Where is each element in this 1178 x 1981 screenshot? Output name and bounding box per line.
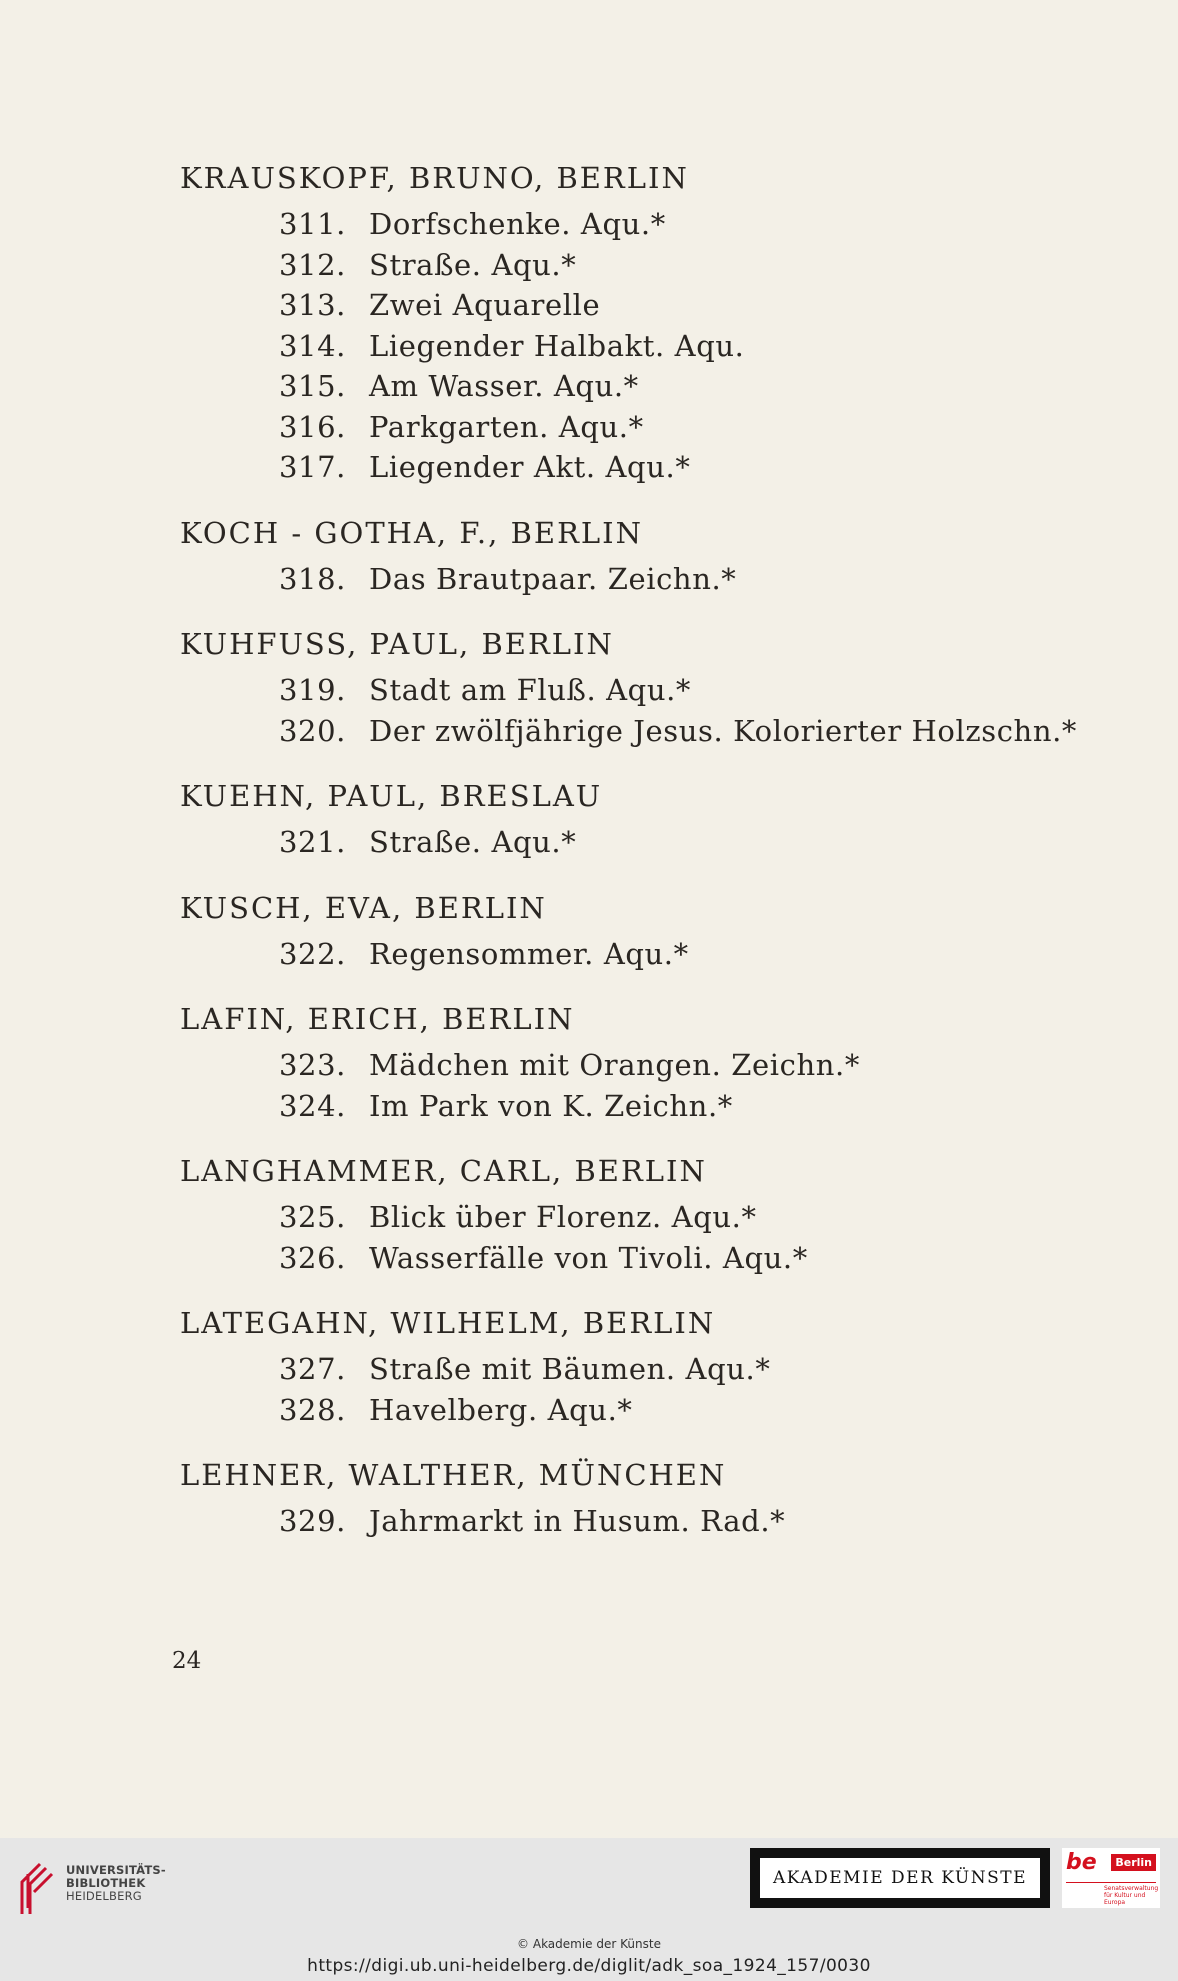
artwork-list — [279, 934, 1120, 975]
artist-heading: KOCH - GOTHA, F., BERLIN — [180, 515, 643, 550]
akademie-der-kuenste-logo[interactable] — [750, 1848, 1050, 1908]
copyright-notice: © Akademie der Künste — [517, 1937, 661, 1951]
entry-title: Straße. Aqu.* — [369, 825, 577, 859]
page-number: 24 — [172, 1648, 202, 1674]
artwork-list — [279, 822, 1120, 863]
ub-logo-line-3: HEIDELBERG — [66, 1889, 142, 1903]
artwork-list — [279, 670, 1120, 751]
berlin-senat-logo[interactable] — [1062, 1848, 1160, 1908]
entry-number: 318. — [279, 561, 346, 596]
entry-title: Mädchen mit Orangen. Zeichn.* — [369, 1048, 860, 1082]
entry-title: Das Brautpaar. Zeichn.* — [369, 561, 737, 596]
entry-number: 328. — [279, 1392, 346, 1427]
artwork-entry — [279, 204, 1120, 245]
entry-number: 311. — [279, 207, 346, 241]
entry-title: Straße. Aqu.* — [369, 247, 577, 282]
artwork-entry — [279, 711, 1120, 752]
entry-number: 329. — [279, 1504, 346, 1538]
entry-number: 321. — [279, 825, 346, 859]
berlin-divider — [1066, 1882, 1156, 1883]
berlin-be-mark: be — [1066, 1850, 1097, 1875]
entry-number: 313. — [279, 288, 346, 322]
entry-number: 317. — [279, 450, 346, 484]
artwork-list — [279, 559, 1120, 600]
entry-number: 316. — [279, 409, 346, 444]
artwork-list — [279, 1197, 1120, 1278]
entry-title: Jahrmarkt in Husum. Rad.* — [369, 1504, 786, 1538]
entry-title: Havelberg. Aqu.* — [369, 1392, 633, 1427]
entry-title: Der zwölfjährige Jesus. Kolorierter Holzschn.* — [369, 713, 1078, 748]
artist-heading: LANGHAMMER, CARL, BERLIN — [180, 1154, 707, 1188]
entry-title: Straße mit Bäumen. Aqu.* — [369, 1352, 771, 1386]
artwork-entry — [279, 1501, 1120, 1542]
artist-heading: KUSCH, EVA, BERLIN — [180, 890, 547, 925]
artwork-entry — [279, 1045, 1120, 1086]
berlin-subtitle — [1104, 1885, 1160, 1906]
artwork-entry — [279, 670, 1120, 711]
artwork-entry — [279, 822, 1120, 863]
entry-title: Liegender Halbakt. Aqu. — [369, 328, 745, 363]
artwork-entry — [279, 934, 1120, 975]
artwork-entry — [279, 447, 1120, 488]
artwork-entry — [279, 285, 1120, 326]
artist-heading: KUEHN, PAUL, BRESLAU — [180, 779, 603, 813]
viewer-footer — [0, 1838, 1178, 1981]
entry-number: 314. — [279, 328, 346, 363]
artist-heading: LATEGAHN, WILHELM, BERLIN — [180, 1306, 716, 1340]
permalink-url[interactable]: https://digi.ub.uni-heidelberg.de/diglit/adk_soa_1924_157/0030 — [307, 1956, 871, 1976]
artwork-entry — [279, 1390, 1120, 1431]
berlin-subtitle-line-2: für Kultur und Europa — [1104, 1892, 1146, 1906]
entry-title: Parkgarten. Aqu.* — [369, 409, 644, 444]
artist-heading: KUHFUSS, PAUL, BERLIN — [180, 627, 614, 661]
artwork-entry — [279, 326, 1120, 367]
ub-logo-line-2: BIBLIOTHEK — [66, 1876, 146, 1890]
entry-number: 320. — [279, 713, 346, 748]
artist-heading: LAFIN, ERICH, BERLIN — [180, 1002, 575, 1036]
entry-number: 322. — [279, 936, 346, 971]
entry-number: 319. — [279, 673, 346, 707]
artwork-entry — [279, 559, 1120, 600]
artwork-list — [279, 1045, 1120, 1126]
entry-title: Liegender Akt. Aqu.* — [369, 450, 691, 484]
ub-logo-text — [66, 1864, 166, 1903]
artwork-entry — [279, 1086, 1120, 1127]
catalog-list — [180, 158, 1120, 1567]
artwork-entry — [279, 407, 1120, 448]
entry-number: 323. — [279, 1048, 346, 1082]
entry-number: 312. — [279, 247, 346, 282]
entry-number: 326. — [279, 1240, 346, 1275]
entry-title: Zwei Aquarelle — [369, 288, 601, 322]
entry-title: Wasserfälle von Tivoli. Aqu.* — [369, 1240, 808, 1275]
entry-title: Stadt am Fluß. Aqu.* — [369, 673, 692, 707]
artist-heading: KRAUSKOPF, BRUNO, BERLIN — [180, 161, 689, 195]
berlin-tag: Berlin — [1111, 1854, 1156, 1871]
akademie-label: AKADEMIE DER KÜNSTE — [760, 1858, 1040, 1898]
entry-title: Dorfschenke. Aqu.* — [369, 207, 666, 241]
entry-number: 325. — [279, 1200, 346, 1234]
entry-title: Im Park von K. Zeichn.* — [369, 1088, 733, 1123]
artwork-list — [279, 1501, 1120, 1542]
entry-title: Regensommer. Aqu.* — [369, 936, 689, 971]
ub-heidelberg-logo[interactable] — [12, 1858, 172, 1918]
entry-number: 324. — [279, 1088, 346, 1123]
artwork-entry — [279, 1238, 1120, 1279]
ub-logo-line-1: UNIVERSITÄTS- — [66, 1863, 166, 1877]
entry-title: Blick über Florenz. Aqu.* — [369, 1200, 757, 1234]
artwork-entry — [279, 366, 1120, 407]
ub-logo-mark-icon — [12, 1858, 60, 1918]
entry-number: 327. — [279, 1352, 346, 1386]
artwork-entry — [279, 1349, 1120, 1390]
artwork-entry — [279, 245, 1120, 286]
berlin-subtitle-line-1: Senatsverwaltung — [1104, 1885, 1159, 1892]
artwork-list — [279, 1349, 1120, 1430]
entry-title: Am Wasser. Aqu.* — [369, 369, 639, 403]
artist-heading: LEHNER, WALTHER, MÜNCHEN — [180, 1458, 727, 1492]
artwork-list — [279, 204, 1120, 488]
entry-number: 315. — [279, 369, 346, 403]
artwork-entry — [279, 1197, 1120, 1238]
